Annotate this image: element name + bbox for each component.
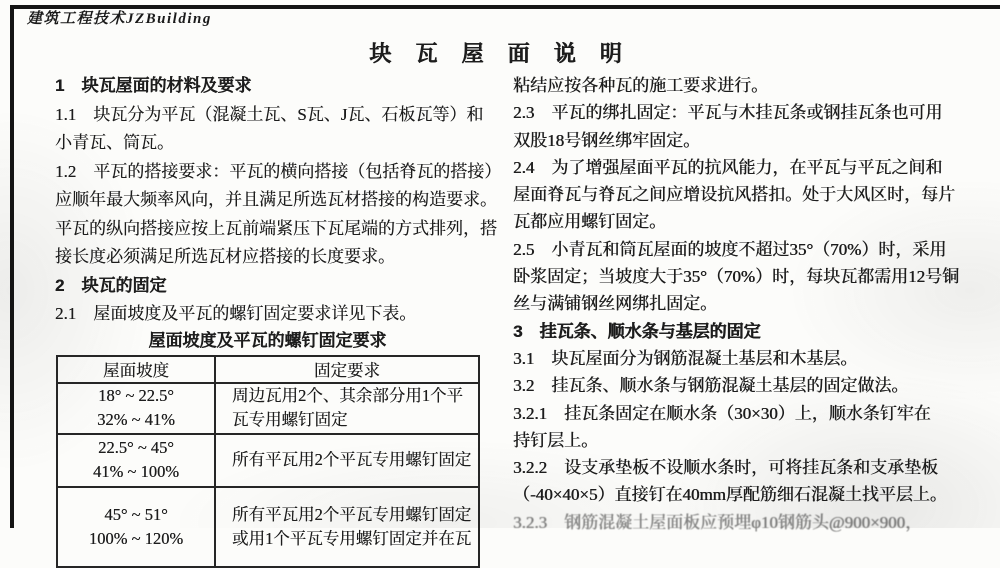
- column-header-requirement: 固定要求: [215, 356, 479, 383]
- text-line: 应顺年最大频率风向，并且满足所选瓦材搭接的构造要求。: [55, 190, 497, 209]
- requirement-line: 所有平瓦用2个平瓦专用螺钉固定: [232, 450, 472, 469]
- text-line: 屋面脊瓦与脊瓦之间应增设抗风搭扣。处于大风区时，每片: [513, 185, 955, 205]
- table-title: 屋面坡度及平瓦的螺钉固定要求: [148, 330, 387, 350]
- slope-percent: 100% ~ 120%: [88, 528, 184, 548]
- slope-percent: 32% ~ 41%: [97, 410, 175, 429]
- section-2-heading: 2 块瓦的固定: [55, 275, 167, 295]
- slope-degrees: 45° ~ 51°: [104, 504, 168, 524]
- requirement-cell: [215, 434, 479, 487]
- requirement-line: 瓦专用螺钉固定: [232, 410, 348, 429]
- page-frame-left-border: [10, 5, 14, 528]
- slope-cell: [57, 383, 215, 434]
- requirement-cell: [215, 487, 479, 567]
- text-line-faded: 3.2.3 钢筋混凝土屋面板应预埋φ10钢筋头@900×900，: [513, 512, 923, 532]
- requirement-line: 周边瓦用2个、其余部分用1个平: [232, 386, 463, 405]
- table-header-row: [57, 356, 479, 383]
- text-line: 卧浆固定；当坡度大于35°（70%）时，每块瓦都需用12号铜: [513, 267, 959, 287]
- text-line: 持钉层上。: [513, 430, 598, 450]
- slope-degrees: 22.5° ~ 45°: [98, 438, 174, 457]
- slope-percent: 41% ~ 100%: [93, 462, 179, 481]
- table-row: [57, 434, 479, 487]
- section-3-heading: 3 挂瓦条、顺水条与基层的固定: [513, 321, 761, 341]
- text-line: 平瓦的纵向搭接应按上瓦前端紧压下瓦尾端的方式排列，搭: [55, 218, 497, 238]
- text-line: （-40×40×5）直接钉在40mm厚配筋细石混凝土找平层上。: [513, 485, 947, 505]
- requirement-line: 或用1个平瓦专用螺钉固定并在瓦: [232, 528, 472, 548]
- requirement-line: 所有平瓦用2个平瓦专用螺钉固定: [232, 504, 472, 524]
- table-row: [57, 487, 479, 567]
- right-column: [513, 72, 991, 536]
- section-1-heading: 1 块瓦屋面的材料及要求: [55, 76, 252, 95]
- text-line: 粘结应按各种瓦的施工要求进行。: [513, 76, 768, 95]
- text-line: 双股18号钢丝绑牢固定。: [513, 130, 700, 150]
- slope-degrees: 18° ~ 22.5°: [98, 386, 174, 405]
- text-line: 接长度必须满足所选瓦材应搭接的长度要求。: [55, 247, 395, 266]
- text-line: 瓦都应用螺钉固定。: [513, 212, 666, 232]
- table-row: [57, 383, 479, 434]
- screw-fixing-table: [56, 355, 480, 568]
- page-title: 块 瓦 屋 面 说 明: [369, 41, 631, 66]
- text-line: 3.1 块瓦屋面分为钢筋混凝土基层和木基层。: [513, 348, 858, 368]
- text-line: 1.2 平瓦的搭接要求：平瓦的横向搭接（包括脊瓦的搭接）: [55, 161, 502, 181]
- text-line: 2.3 平瓦的绑扎固定：平瓦与木挂瓦条或钢挂瓦条也可用: [513, 103, 943, 123]
- requirement-cell: [215, 383, 479, 434]
- text-line: 1.1 块瓦分为平瓦（混凝土瓦、S瓦、J瓦、石板瓦等）和: [55, 104, 484, 124]
- text-line: 2.5 小青瓦和筒瓦屋面的坡度不超过35°（70%）时，采用: [513, 239, 947, 259]
- slope-cell: [57, 487, 215, 567]
- text-line: 2.1 屋面坡度及平瓦的螺钉固定要求详见下表。: [55, 304, 417, 323]
- text-line: 3.2.1 挂瓦条固定在顺水条（30×30）上，顺水条钉牢在: [513, 403, 931, 423]
- text-line: 3.2 挂瓦条、顺水条与钢筋混凝土基层的固定做法。: [513, 376, 909, 396]
- text-line: 3.2.2 设支承垫板不设顺水条时，可将挂瓦条和支承垫板: [513, 458, 938, 478]
- column-header-slope: 屋面坡度: [57, 356, 215, 383]
- slope-cell: [57, 434, 215, 487]
- text-line: 小青瓦、筒瓦。: [55, 133, 174, 152]
- text-line: 2.4 为了增强屋面平瓦的抗风能力，在平瓦与平瓦之间和: [513, 157, 943, 177]
- text-line: 丝与满铺钢丝网绑扎固定。: [513, 294, 717, 314]
- left-column: [55, 72, 510, 568]
- watermark-text: 建筑工程技术JZBuilding: [27, 11, 212, 27]
